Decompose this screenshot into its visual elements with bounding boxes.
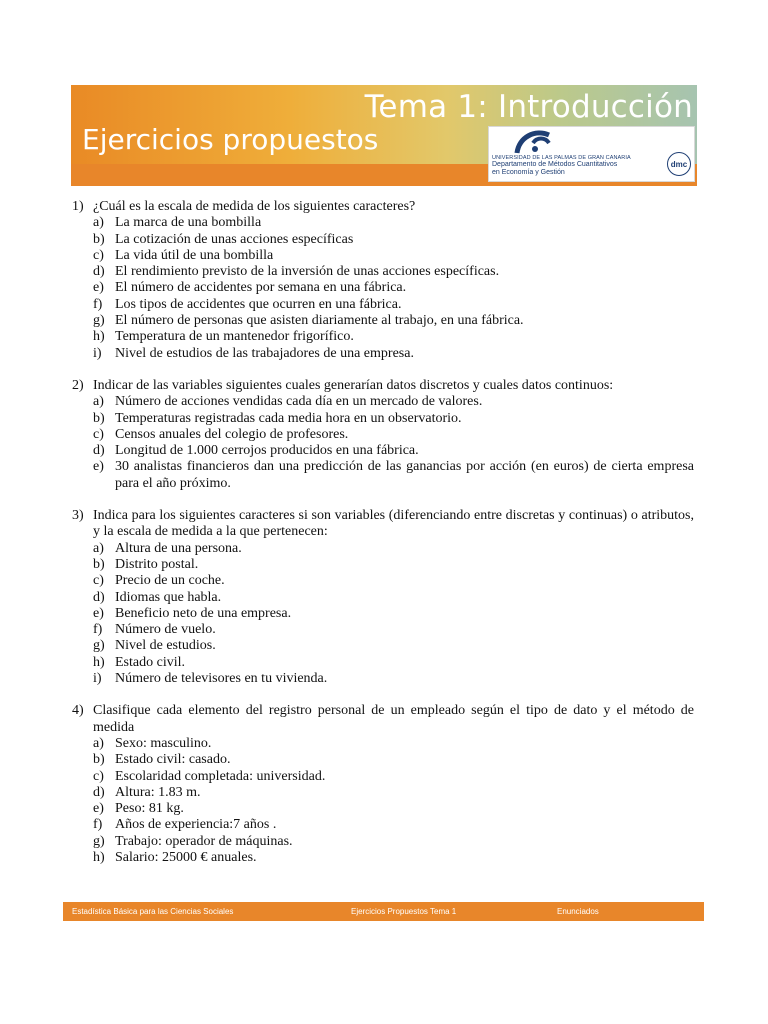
option-letter: c) <box>93 768 104 784</box>
option-letter: b) <box>93 231 105 247</box>
option-letter: g) <box>93 638 105 654</box>
university-logo <box>488 126 695 182</box>
option-letter: d) <box>93 443 105 459</box>
option-letter: f) <box>93 296 103 312</box>
dmc-badge: dmc <box>667 152 691 176</box>
option-letter: b) <box>93 556 105 572</box>
option-item <box>72 443 694 459</box>
option-text: Trabajo: operador de máquinas. <box>115 833 293 849</box>
section-title: Ejercicios propuestos <box>82 123 379 156</box>
option-letter: i) <box>93 671 102 687</box>
option-letter: h) <box>93 654 105 670</box>
option-text: Número de televisores en tu vivienda. <box>115 671 328 687</box>
option-item <box>72 215 694 231</box>
option-text: Años de experiencia:7 años . <box>115 817 277 833</box>
option-letter: e) <box>93 605 104 621</box>
option-item <box>72 346 694 362</box>
option-text: Número de acciones vendidas cada día en un mercado de valores. <box>115 394 483 410</box>
option-item <box>72 427 694 443</box>
option-item <box>72 280 694 296</box>
option-text: El número de personas que asisten diariamente al trabajo, en una fábrica. <box>115 313 524 329</box>
option-item <box>72 850 694 866</box>
option-item <box>72 671 694 687</box>
question-number: 2) <box>72 377 84 393</box>
option-letter: a) <box>93 394 104 410</box>
option-letter: f) <box>93 622 103 638</box>
footer-course: Estadística Básica para las Ciencias Sociales <box>72 907 234 916</box>
question-4 <box>72 703 694 866</box>
option-text: Número de vuelo. <box>115 622 216 638</box>
option-item <box>72 248 694 264</box>
option-letter: c) <box>93 426 104 442</box>
option-text: La cotización de unas acciones específicas <box>115 231 354 247</box>
option-item <box>72 313 694 329</box>
option-text: El número de accidentes por semana en una fábrica. <box>115 280 407 296</box>
option-item <box>72 622 694 638</box>
logo-university: UNIVERSIDAD DE LAS PALMAS DE GRAN CANARIA <box>492 155 631 161</box>
question-stem <box>72 199 694 215</box>
tema-title: Tema 1: Introducción <box>364 89 693 125</box>
question-2 <box>72 378 694 492</box>
option-text: Sexo: masculino. <box>115 735 212 751</box>
question-number: 4) <box>72 703 84 719</box>
option-letter: i) <box>93 345 102 361</box>
question-number: 3) <box>72 508 84 524</box>
question-3 <box>72 508 694 687</box>
option-letter: c) <box>93 573 104 589</box>
option-text: La marca de una bombilla <box>115 215 262 231</box>
option-letter: g) <box>93 833 105 849</box>
option-item <box>72 297 694 313</box>
logo-department-sub: en Economía y Gestión <box>492 169 565 176</box>
option-item <box>72 638 694 654</box>
option-text: Escolaridad completada: universidad. <box>115 768 326 784</box>
option-text: Longitud de 1.000 cerrojos producidos en una fábrica. <box>115 443 419 459</box>
page-footer <box>63 902 704 921</box>
option-item <box>72 606 694 622</box>
question-text: Indicar de las variables siguientes cuales generarían datos discretos y cuales datos continuos: <box>93 377 614 393</box>
option-item <box>72 541 694 557</box>
question-stem <box>72 508 694 541</box>
option-letter: a) <box>93 540 104 556</box>
footer-section: Enunciados <box>557 907 599 916</box>
option-text: 30 analistas financieros dan una predicción de las ganancias por acción (en euros) de cierta empresa para el año próximo. <box>115 459 694 491</box>
question-text: Clasifique cada elemento del registro personal de un empleado según el tipo de dato y el método de medida <box>93 703 694 735</box>
exercise-list <box>72 199 694 882</box>
option-letter: d) <box>93 589 105 605</box>
option-item <box>72 573 694 589</box>
logo-arc-icon <box>513 129 555 155</box>
option-text: Salario: 25000 € anuales. <box>115 849 257 865</box>
option-text: Nivel de estudios de las trabajadores de una empresa. <box>115 345 414 361</box>
option-letter: e) <box>93 459 104 475</box>
footer-doc: Ejercicios Propuestos Tema 1 <box>351 907 457 916</box>
option-letter: a) <box>93 735 104 751</box>
question-text: Indica para los siguientes caracteres si son variables (diferenciando entre discretas y continuas) o atributos, y la escala de medida a la que pertenecen: <box>93 508 694 540</box>
option-item <box>72 411 694 427</box>
option-text: Distrito postal. <box>115 556 199 572</box>
option-text: Altura de una persona. <box>115 540 242 556</box>
option-text: La vida útil de una bombilla <box>115 247 274 263</box>
option-item <box>72 655 694 671</box>
option-item <box>72 459 694 492</box>
option-letter: b) <box>93 752 105 768</box>
option-text: Estado civil: casado. <box>115 752 231 768</box>
option-text: Estado civil. <box>115 654 185 670</box>
option-item <box>72 394 694 410</box>
option-item <box>72 736 694 752</box>
option-text: Peso: 81 kg. <box>115 801 184 817</box>
option-text: Precio de un coche. <box>115 573 225 589</box>
option-letter: b) <box>93 410 105 426</box>
option-text: Los tipos de accidentes que ocurren en una fábrica. <box>115 296 402 312</box>
logo-department: Departamento de Métodos Cuantitativos <box>492 161 618 168</box>
option-letter: f) <box>93 817 103 833</box>
logo-text <box>492 155 631 177</box>
option-item <box>72 801 694 817</box>
option-letter: e) <box>93 280 104 296</box>
option-letter: c) <box>93 247 104 263</box>
option-text: El rendimiento previsto de la inversión de unas acciones específicas. <box>115 264 500 280</box>
page-header <box>71 85 697 186</box>
question-number: 1) <box>72 199 84 214</box>
option-letter: h) <box>93 329 105 345</box>
option-item <box>72 769 694 785</box>
option-item <box>72 834 694 850</box>
option-text: Beneficio neto de una empresa. <box>115 605 292 621</box>
option-text: Censos anuales del colegio de profesores. <box>115 426 349 442</box>
option-letter: h) <box>93 849 105 865</box>
option-item <box>72 264 694 280</box>
option-letter: d) <box>93 784 105 800</box>
question-stem <box>72 378 694 394</box>
option-item <box>72 752 694 768</box>
option-letter: g) <box>93 313 105 329</box>
option-text: Altura: 1.83 m. <box>115 784 201 800</box>
option-item <box>72 232 694 248</box>
option-item <box>72 329 694 345</box>
option-item <box>72 817 694 833</box>
option-text: Temperaturas registradas cada media hora en un observatorio. <box>115 410 462 426</box>
option-letter: d) <box>93 264 105 280</box>
option-item <box>72 785 694 801</box>
option-text: Nivel de estudios. <box>115 638 216 654</box>
option-letter: a) <box>93 215 104 231</box>
question-stem <box>72 703 694 736</box>
option-text: Idiomas que habla. <box>115 589 222 605</box>
option-item <box>72 590 694 606</box>
question-1 <box>72 199 694 362</box>
option-letter: e) <box>93 801 104 817</box>
question-text: ¿Cuál es la escala de medida de los siguientes caracteres? <box>93 199 416 214</box>
option-item <box>72 557 694 573</box>
option-text: Temperatura de un mantenedor frigorífico. <box>115 329 354 345</box>
